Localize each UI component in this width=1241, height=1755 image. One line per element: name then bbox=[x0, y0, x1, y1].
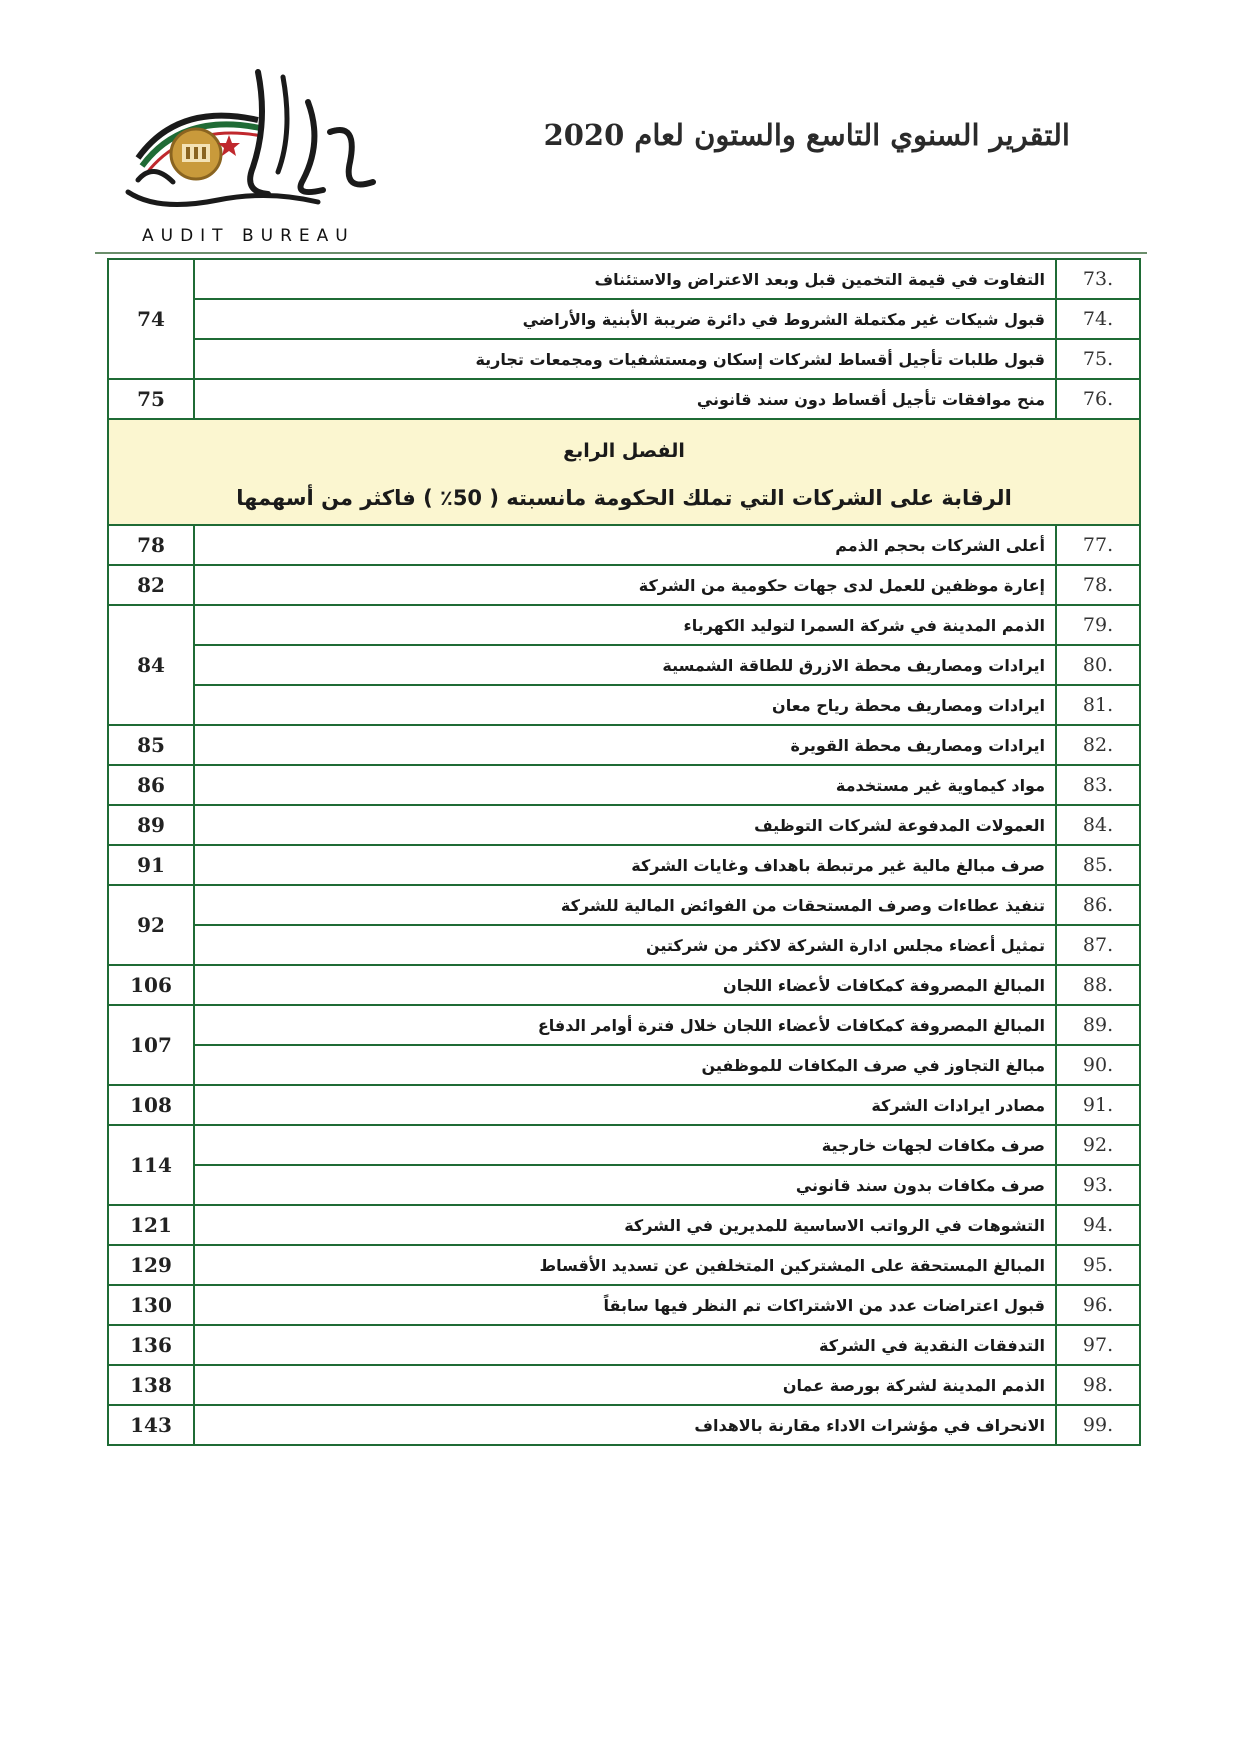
item-number: .74 bbox=[1056, 299, 1140, 339]
toc-row bbox=[108, 685, 1140, 725]
toc-row bbox=[108, 1285, 1140, 1325]
item-title: المبالغ المستحقة على المشتركين المتخلفين عن تسديد الأقساط bbox=[194, 1245, 1056, 1285]
page-number: 85 bbox=[108, 725, 194, 765]
item-number: .93 bbox=[1056, 1165, 1140, 1205]
report-title: التقرير السنوي التاسع والستون لعام 2020 bbox=[543, 118, 1070, 152]
item-title: التدفقات النقدية في الشركة bbox=[194, 1325, 1056, 1365]
item-title: قبول شيكات غير مكتملة الشروط في دائرة ضريبة الأبنية والأراضي bbox=[194, 299, 1056, 339]
page-number: 114 bbox=[108, 1125, 194, 1205]
item-number: .88 bbox=[1056, 965, 1140, 1005]
toc-row bbox=[108, 965, 1140, 1005]
item-title: المبالغ المصروفة كمكافات لأعضاء اللجان bbox=[194, 965, 1056, 1005]
toc-row bbox=[108, 1365, 1140, 1405]
item-number: .95 bbox=[1056, 1245, 1140, 1285]
page-number: 121 bbox=[108, 1205, 194, 1245]
item-number: .96 bbox=[1056, 1285, 1140, 1325]
page-number: 129 bbox=[108, 1245, 194, 1285]
toc-row bbox=[108, 805, 1140, 845]
toc-row bbox=[108, 1325, 1140, 1365]
item-title: الذمم المدينة لشركة بورصة عمان bbox=[194, 1365, 1056, 1405]
item-number: .82 bbox=[1056, 725, 1140, 765]
toc-row bbox=[108, 1005, 1140, 1045]
toc-row bbox=[108, 845, 1140, 885]
toc-row bbox=[108, 605, 1140, 645]
toc-row bbox=[108, 765, 1140, 805]
page-number: 107 bbox=[108, 1005, 194, 1085]
item-number: .78 bbox=[1056, 565, 1140, 605]
item-number: .87 bbox=[1056, 925, 1140, 965]
item-title: منح موافقات تأجيل أقساط دون سند قانوني bbox=[194, 379, 1056, 419]
item-number: .73 bbox=[1056, 259, 1140, 299]
item-title: العمولات المدفوعة لشركات التوظيف bbox=[194, 805, 1056, 845]
page-number: 75 bbox=[108, 379, 194, 419]
page-number: 108 bbox=[108, 1085, 194, 1125]
page-number: 91 bbox=[108, 845, 194, 885]
item-title: صرف مكافات بدون سند قانوني bbox=[194, 1165, 1056, 1205]
toc-row bbox=[108, 1205, 1140, 1245]
item-number: .79 bbox=[1056, 605, 1140, 645]
item-title: ايرادات ومصاريف محطة القويرة bbox=[194, 725, 1056, 765]
chapter-header-row bbox=[108, 419, 1140, 525]
table-of-contents bbox=[107, 258, 1141, 1446]
item-title: صرف مكافات لجهات خارجية bbox=[194, 1125, 1056, 1165]
item-title: ايرادات ومصاريف محطة الازرق للطاقة الشمسية bbox=[194, 645, 1056, 685]
item-number: .89 bbox=[1056, 1005, 1140, 1045]
chapter-name: الفصل الرابع bbox=[563, 440, 685, 462]
item-number: .91 bbox=[1056, 1085, 1140, 1125]
page-number: 84 bbox=[108, 605, 194, 725]
item-number: .76 bbox=[1056, 379, 1140, 419]
item-number: .77 bbox=[1056, 525, 1140, 565]
item-number: .92 bbox=[1056, 1125, 1140, 1165]
page-number: 136 bbox=[108, 1325, 194, 1365]
toc-row bbox=[108, 925, 1140, 965]
item-number: .90 bbox=[1056, 1045, 1140, 1085]
item-number: .83 bbox=[1056, 765, 1140, 805]
toc-row bbox=[108, 885, 1140, 925]
toc-row bbox=[108, 299, 1140, 339]
item-title: تمثيل أعضاء مجلس ادارة الشركة لاكثر من شركتين bbox=[194, 925, 1056, 965]
toc-row bbox=[108, 1165, 1140, 1205]
header-divider bbox=[95, 252, 1147, 254]
toc-row bbox=[108, 339, 1140, 379]
item-title: المبالغ المصروفة كمكافات لأعضاء اللجان خلال فترة أوامر الدفاع bbox=[194, 1005, 1056, 1045]
audit-bureau-emblem-icon bbox=[118, 62, 418, 220]
page-number: 143 bbox=[108, 1405, 194, 1445]
item-number: .81 bbox=[1056, 685, 1140, 725]
audit-bureau-logo bbox=[118, 62, 418, 252]
toc-row bbox=[108, 379, 1140, 419]
item-title: التفاوت في قيمة التخمين قبل وبعد الاعتراض والاستئناف bbox=[194, 259, 1056, 299]
item-number: .84 bbox=[1056, 805, 1140, 845]
toc-row bbox=[108, 1085, 1140, 1125]
item-number: .75 bbox=[1056, 339, 1140, 379]
toc-row bbox=[108, 565, 1140, 605]
item-number: .98 bbox=[1056, 1365, 1140, 1405]
item-title: إعارة موظفين للعمل لدى جهات حكومية من الشركة bbox=[194, 565, 1056, 605]
item-title: التشوهات في الرواتب الاساسية للمديرين في الشركة bbox=[194, 1205, 1056, 1245]
page-header bbox=[0, 0, 1241, 260]
item-title: الذمم المدينة في شركة السمرا لتوليد الكهرباء bbox=[194, 605, 1056, 645]
item-number: .85 bbox=[1056, 845, 1140, 885]
toc-row bbox=[108, 645, 1140, 685]
item-title: قبول طلبات تأجيل أقساط لشركات إسكان ومستشفيات ومجمعات تجارية bbox=[194, 339, 1056, 379]
item-title: أعلى الشركات بحجم الذمم bbox=[194, 525, 1056, 565]
logo-caption: AUDIT BUREAU bbox=[142, 226, 355, 246]
item-number: .99 bbox=[1056, 1405, 1140, 1445]
item-title: مصادر ايرادات الشركة bbox=[194, 1085, 1056, 1125]
item-title: مواد كيماوية غير مستخدمة bbox=[194, 765, 1056, 805]
toc-row bbox=[108, 1045, 1140, 1085]
item-number: .80 bbox=[1056, 645, 1140, 685]
toc-row bbox=[108, 525, 1140, 565]
page-number: 138 bbox=[108, 1365, 194, 1405]
item-number: .94 bbox=[1056, 1205, 1140, 1245]
page-number: 106 bbox=[108, 965, 194, 1005]
item-number: .97 bbox=[1056, 1325, 1140, 1365]
chapter-subtitle: الرقابة على الشركات التي تملك الحكومة مانسبته ( 50٪ ) فاكثر من أسهمها bbox=[236, 486, 1012, 510]
toc-row bbox=[108, 1245, 1140, 1285]
page-number: 74 bbox=[108, 259, 194, 379]
chapter-header bbox=[108, 419, 1140, 525]
toc-row bbox=[108, 725, 1140, 765]
item-number: .86 bbox=[1056, 885, 1140, 925]
page-number: 82 bbox=[108, 565, 194, 605]
item-title: قبول اعتراضات عدد من الاشتراكات تم النظر فيها سابقاً bbox=[194, 1285, 1056, 1325]
item-title: صرف مبالغ مالية غير مرتبطة باهداف وغايات الشركة bbox=[194, 845, 1056, 885]
page-number: 86 bbox=[108, 765, 194, 805]
page-number: 130 bbox=[108, 1285, 194, 1325]
item-title: ايرادات ومصاريف محطة رياح معان bbox=[194, 685, 1056, 725]
item-title: الانحراف في مؤشرات الاداء مقارنة بالاهداف bbox=[194, 1405, 1056, 1445]
item-title: تنفيذ عطاءات وصرف المستحقات من الفوائض المالية للشركة bbox=[194, 885, 1056, 925]
toc-row bbox=[108, 259, 1140, 299]
page-number: 92 bbox=[108, 885, 194, 965]
page-number: 89 bbox=[108, 805, 194, 845]
page-number: 78 bbox=[108, 525, 194, 565]
toc-row bbox=[108, 1405, 1140, 1445]
toc-row bbox=[108, 1125, 1140, 1165]
item-title: مبالغ التجاوز في صرف المكافات للموظفين bbox=[194, 1045, 1056, 1085]
